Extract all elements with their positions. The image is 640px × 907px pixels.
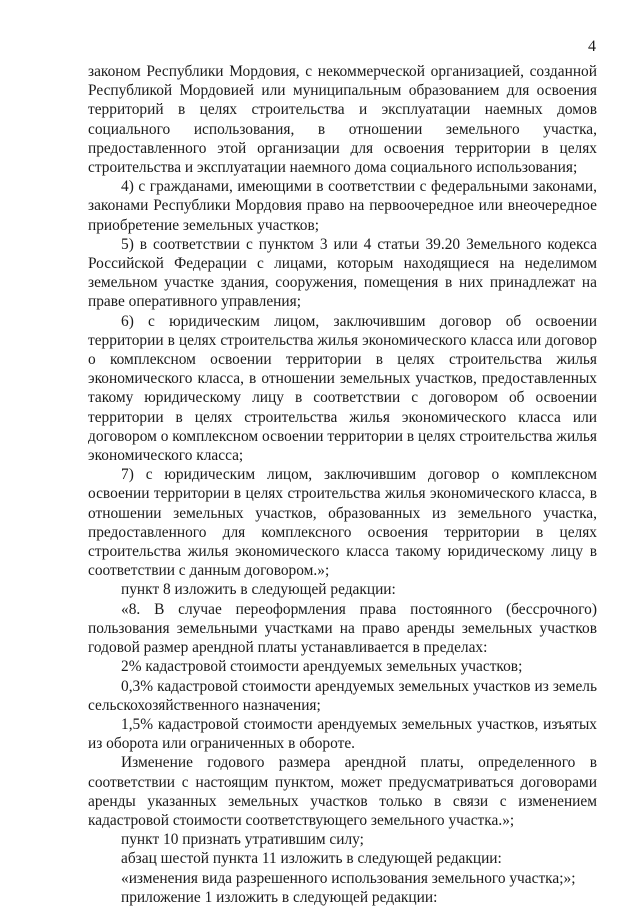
paragraph: «изменения вида разрешенного использования земельного участка;»; [121, 869, 576, 887]
paragraph: 6) с юридическим лицом, заключившим договор об освоении территории в целях строительства жилья экономического класса или договор о комплексном освоении территории в целях строительства жилья экономического класса, в отношении земельных участков, предоставленных такому юридическому лицу в соответствии с договором об освоении территории в целях строительства жилья экономического класса или договором о комплексном освоении территории в целях строительства жилья экономического класса; [88, 312, 597, 465]
paragraph: 5) в соответствии с пунктом 3 или 4 статьи 39.20 Земельного кодекса Российской Федерации с лицами, которым находящиеся на неделимом земельном участке здания, сооружения, помещения в них принадлежат на праве оперативного управления; [88, 235, 597, 311]
paragraph: абзац шестой пункта 11 изложить в следующей редакции: [121, 850, 502, 868]
paragraph: 0,3% кадастровой стоимости арендуемых земельных участков из земель сельскохозяйственного назначения; [88, 677, 597, 714]
paragraph: пункт 8 изложить в следующей редакции: [121, 581, 396, 599]
paragraph: Изменение годового размера арендной платы, определенного в соответствии с настоящим пунктом, может предусматриваться договорами аренды указанных земельных участков только в связи с изменением кадастровой стоимости соответствующего земельного участка.»; [88, 754, 597, 829]
paragraph: пункт 10 признать утратившим силу; [121, 831, 364, 849]
paragraph: 1,5% кадастровой стоимости арендуемых земельных участков, изъятых из оборота или ограниченных в обороте. [88, 715, 597, 753]
paragraph: 7) с юридическим лицом, заключившим договор о комплексном освоении территории в целях строительства жилья экономического класса, в отношении земельных участков, образованных из земельного участка, предоставленного для комплексного освоения территории в целях строительства жилья экономического класса такому юридическому лицу в соответствии с данным договором.»; [88, 466, 597, 580]
paragraph: 4) с гражданами, имеющими в соответствии с федеральными законами, законами Республики Мордовия право на первоочередное или внеочередное приобретение земельных участков; [88, 178, 597, 234]
page-number: 4 [588, 38, 596, 55]
document-body [88, 62, 597, 907]
paragraph: законом Республики Мордовия, с некоммерческой организацией, созданной Республикой Мордовией или муниципальным образованием для освоения территорий в целях строительства и эксплуатации наемных домов социального использования, в отношении земельного участка, предоставленного этой организации для освоения территории в целях строительства и эксплуатации наемного дома социального использования; [88, 63, 597, 177]
paragraph: 2% кадастровой стоимости арендуемых земельных участков; [121, 658, 523, 676]
paragraph: «8. В случае переоформления права постоянного (бессрочного) пользования земельными участками на право аренды земельных участков годовой размер арендной платы устанавливается в пределах: [88, 600, 597, 657]
paragraph: приложение 1 изложить в следующей редакции: [121, 888, 438, 906]
